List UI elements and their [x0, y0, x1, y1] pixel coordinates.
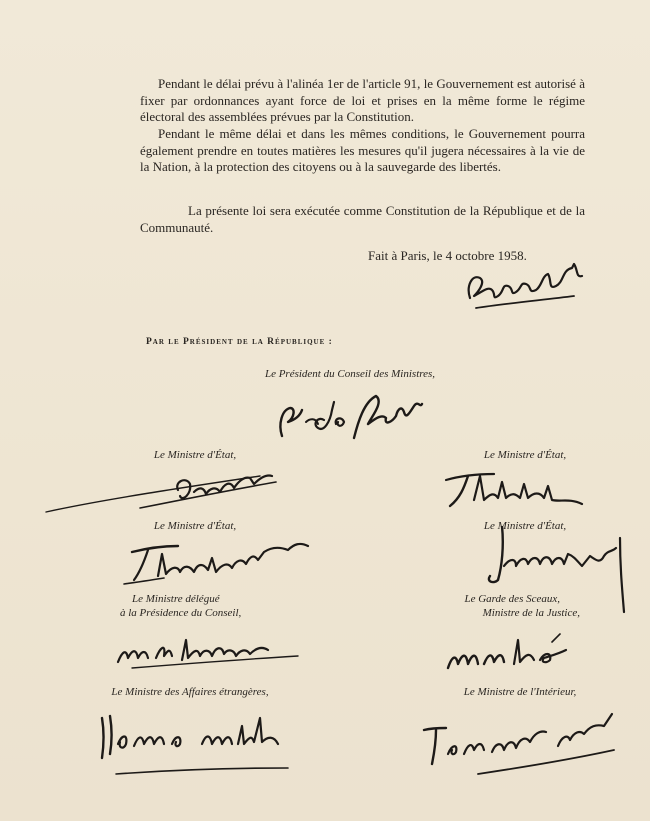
title-president-conseil: Le Président du Conseil des Ministres,	[264, 368, 436, 380]
title-garde-sceaux	[440, 592, 590, 620]
title-ministre-etat-1: Le Ministre d'État,	[153, 449, 237, 461]
signature-ministre-delegue	[112, 628, 312, 672]
title-ministre-etat-2: Le Ministre d'État,	[483, 449, 567, 461]
signature-ministre-etat-1	[40, 462, 290, 520]
title-ministre-etat-3: Le Ministre d'État,	[153, 520, 237, 532]
title-ministre-delegue	[120, 592, 280, 620]
signature-ministre-etat-3	[118, 536, 318, 592]
title-interieur: Le Ministre de l'Intérieur,	[463, 686, 577, 698]
title-ministre-etat-4: Le Ministre d'État,	[483, 520, 567, 532]
title-ministre-delegue-line2: à la Présidence du Conseil,	[120, 607, 242, 619]
par-le-president-heading: Par le Président de la République :	[146, 337, 333, 347]
paragraph-ordonnances: Pendant le délai prévu à l'alinéa 1er de l'article 91, le Gouvernement est autorisé à fixer par ordonnances ayant force de loi et prises en la même forme le régime électoral des assemblées prévues par la Constitution.	[140, 76, 585, 124]
signature-garde-sceaux	[440, 630, 580, 676]
paragraph-execution: La présente loi sera exécutée comme Constitution de la République et de la Communauté.	[140, 203, 585, 235]
title-affaires-etrangeres: Le Ministre des Affaires étrangères,	[111, 686, 269, 698]
title-garde-sceaux-line2: Ministre de la Justice,	[482, 607, 580, 619]
signature-president-conseil	[272, 388, 442, 448]
title-garde-sceaux-line1: Le Garde des Sceaux,	[464, 593, 560, 605]
signature-interieur	[418, 710, 628, 780]
dateline: Fait à Paris, le 4 octobre 1958.	[368, 248, 527, 263]
paragraph-mesures: Pendant le même délai et dans les mêmes conditions, le Gouvernement pourra également prendre en toutes matières les mesures qu'il jugera nécessaires à la vie de la Nation, à la protection des citoyens ou à la sauvegarde des libertés.	[140, 126, 585, 174]
signature-affaires-etrangeres	[92, 704, 302, 780]
title-ministre-delegue-line1: Le Ministre délégué	[132, 593, 220, 605]
signature-ministre-etat-2	[440, 466, 600, 514]
signature-president-republique	[462, 256, 592, 316]
